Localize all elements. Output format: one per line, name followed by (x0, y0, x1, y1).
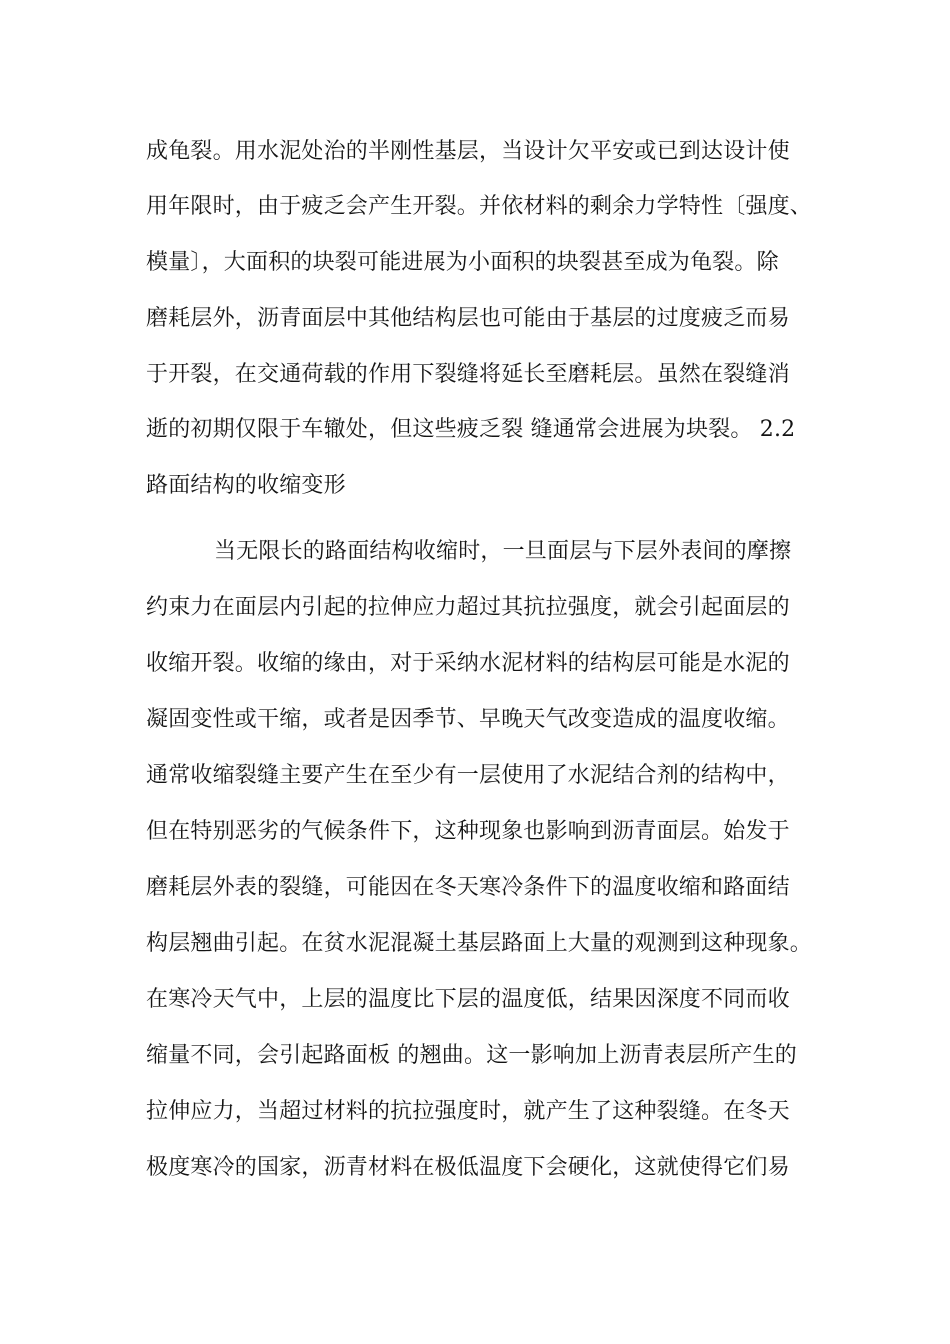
text-line-3: 模量〕，大面积的块裂可能进展为小面积的块裂甚至成为龟裂。除 (146, 250, 779, 275)
section-heading: 路面结构的收缩变形 (146, 473, 346, 498)
text-line-1: 成龟裂。用水泥处治的半刚性基层，当设计欠平安或已到达设计使 (146, 139, 790, 164)
text-line-14: 磨耗层外表的裂缝，可能因在冬天寒冷条件下的温度收缩和路面结 (146, 875, 790, 900)
text-line-19: 极度寒冷的国家，沥青材料在极低温度下会硬化，这就使得它们易 (146, 1155, 790, 1180)
text-line-15: 构层翘曲引起。在贫水泥混凝土基层路面上大量的观测到这种现象。 (146, 931, 813, 956)
text-line-12: 通常收缩裂缝主要产生在至少有一层使用了水泥结合剂的结构中， (146, 763, 790, 788)
text-line-2: 用年限时，由于疲乏会产生开裂。并依材料的剩余力学特性〔强度、 (146, 194, 813, 219)
text-line-5: 于开裂，在交通荷载的作用下裂缝将延长至磨耗层。虽然在裂缝消 (146, 362, 790, 387)
text-line-16: 在寒冷天气中，上层的温度比下层的温度低，结果因深度不同而收 (146, 987, 790, 1012)
text-line-17: 缩量不同，会引起路面板 的翘曲。这一影响加上沥青表层所产生的 (146, 1043, 797, 1068)
text-line-6: 逝的初期仅限于车辙处，但这些疲乏裂 缝通常会进展为块裂。 2.2 (146, 417, 796, 442)
text-line-10: 收缩开裂。收缩的缘由，对于采纳水泥材料的结构层可能是水泥的 (146, 651, 790, 676)
text-line-18: 拉伸应力，当超过材料的抗拉强度时，就产生了这种裂缝。在冬天 (146, 1099, 790, 1124)
text-line-9: 约束力在面层内引起的拉伸应力超过其抗拉强度，就会引起面层的 (146, 595, 790, 620)
text-line-13: 但在特别恶劣的气候条件下，这种现象也影响到沥青面层。始发于 (146, 819, 790, 844)
text-line-4: 磨耗层外，沥青面层中其他结构层也可能由于基层的过度疲乏而易 (146, 306, 790, 331)
text-line-8: 当无限长的路面结构收缩时，一旦面层与下层外表间的摩擦 (214, 539, 792, 564)
text-line-11: 凝固变性或干缩，或者是因季节、早晚天气改变造成的温度收缩。 (146, 707, 790, 732)
